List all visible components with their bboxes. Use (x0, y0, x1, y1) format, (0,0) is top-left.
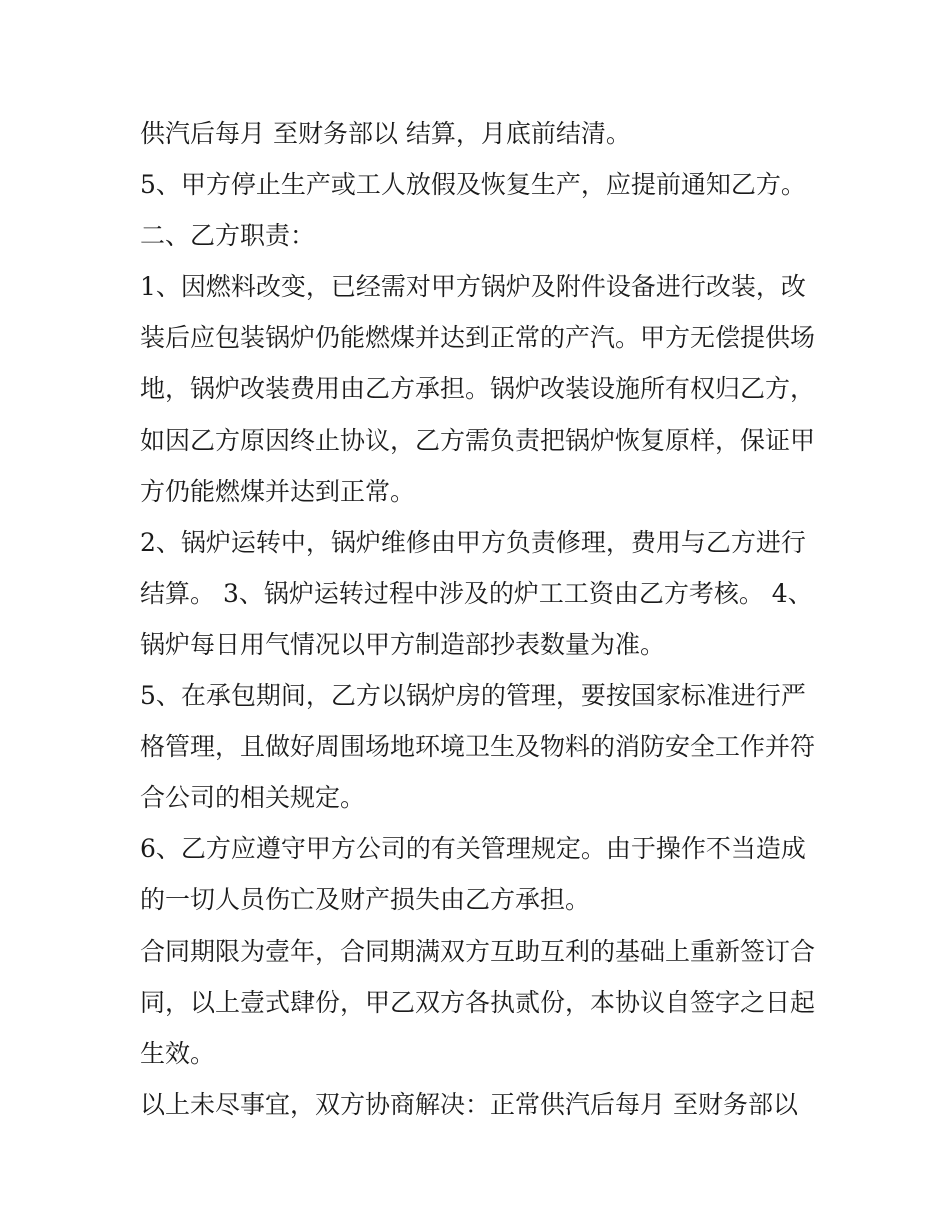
section-heading: 二、乙方职责： (140, 221, 316, 251)
text-line: 合同期限为壹年，合同期满双方互助互利的基础上重新签订合 (140, 936, 816, 966)
text-line: 锅炉每日用气情况以甲方制造部抄表数量为准。 (140, 629, 666, 659)
text-line: 结算。 3、锅炉运转过程中涉及的炉工工资由乙方考核。 4、 (140, 578, 813, 608)
text-line: 2、锅炉运转中，锅炉维修由甲方负责修理，费用与乙方进行 (140, 527, 806, 557)
text-line: 5、在承包期间，乙方以锅炉房的管理，要按国家标准进行严 (140, 681, 806, 711)
text-line: 装后应包装锅炉仍能燃煤并达到正常的产汽。甲方无偿提供场 (140, 323, 816, 353)
text-line: 合公司的相关规定。 (140, 783, 366, 813)
text-line: 方仍能燃煤并达到正常。 (140, 476, 416, 506)
text-line: 同，以上壹式肆份，甲乙双方各执贰份，本协议自签字之日起 (140, 987, 816, 1017)
text-line: 以上未尽事宜，双方协商解决：正常供汽后每月 至财务部以 (140, 1089, 798, 1119)
text-line: 格管理，且做好周围场地环境卫生及物料的消防安全工作并符 (140, 732, 816, 762)
text-line: 6、乙方应遵守甲方公司的有关管理规定。由于操作不当造成 (140, 834, 806, 864)
text-line: 生效。 (140, 1038, 216, 1068)
text-line: 5、甲方停止生产或工人放假及恢复生产，应提前通知乙方。 (140, 170, 806, 200)
text-line: 如因乙方原因终止协议，乙方需负责把锅炉恢复原样，保证甲 (140, 425, 816, 455)
text-line: 地，锅炉改装费用由乙方承担。锅炉改装设施所有权归乙方， (140, 374, 816, 404)
document-body (140, 108, 820, 1130)
text-line: 的一切人员伤亡及财产损失由乙方承担。 (140, 885, 591, 915)
text-line: 1、因燃料改变，已经需对甲方锅炉及附件设备进行改装，改 (140, 272, 806, 302)
text-line: 供汽后每月 至财务部以 结算，月底前结清。 (140, 119, 631, 148)
